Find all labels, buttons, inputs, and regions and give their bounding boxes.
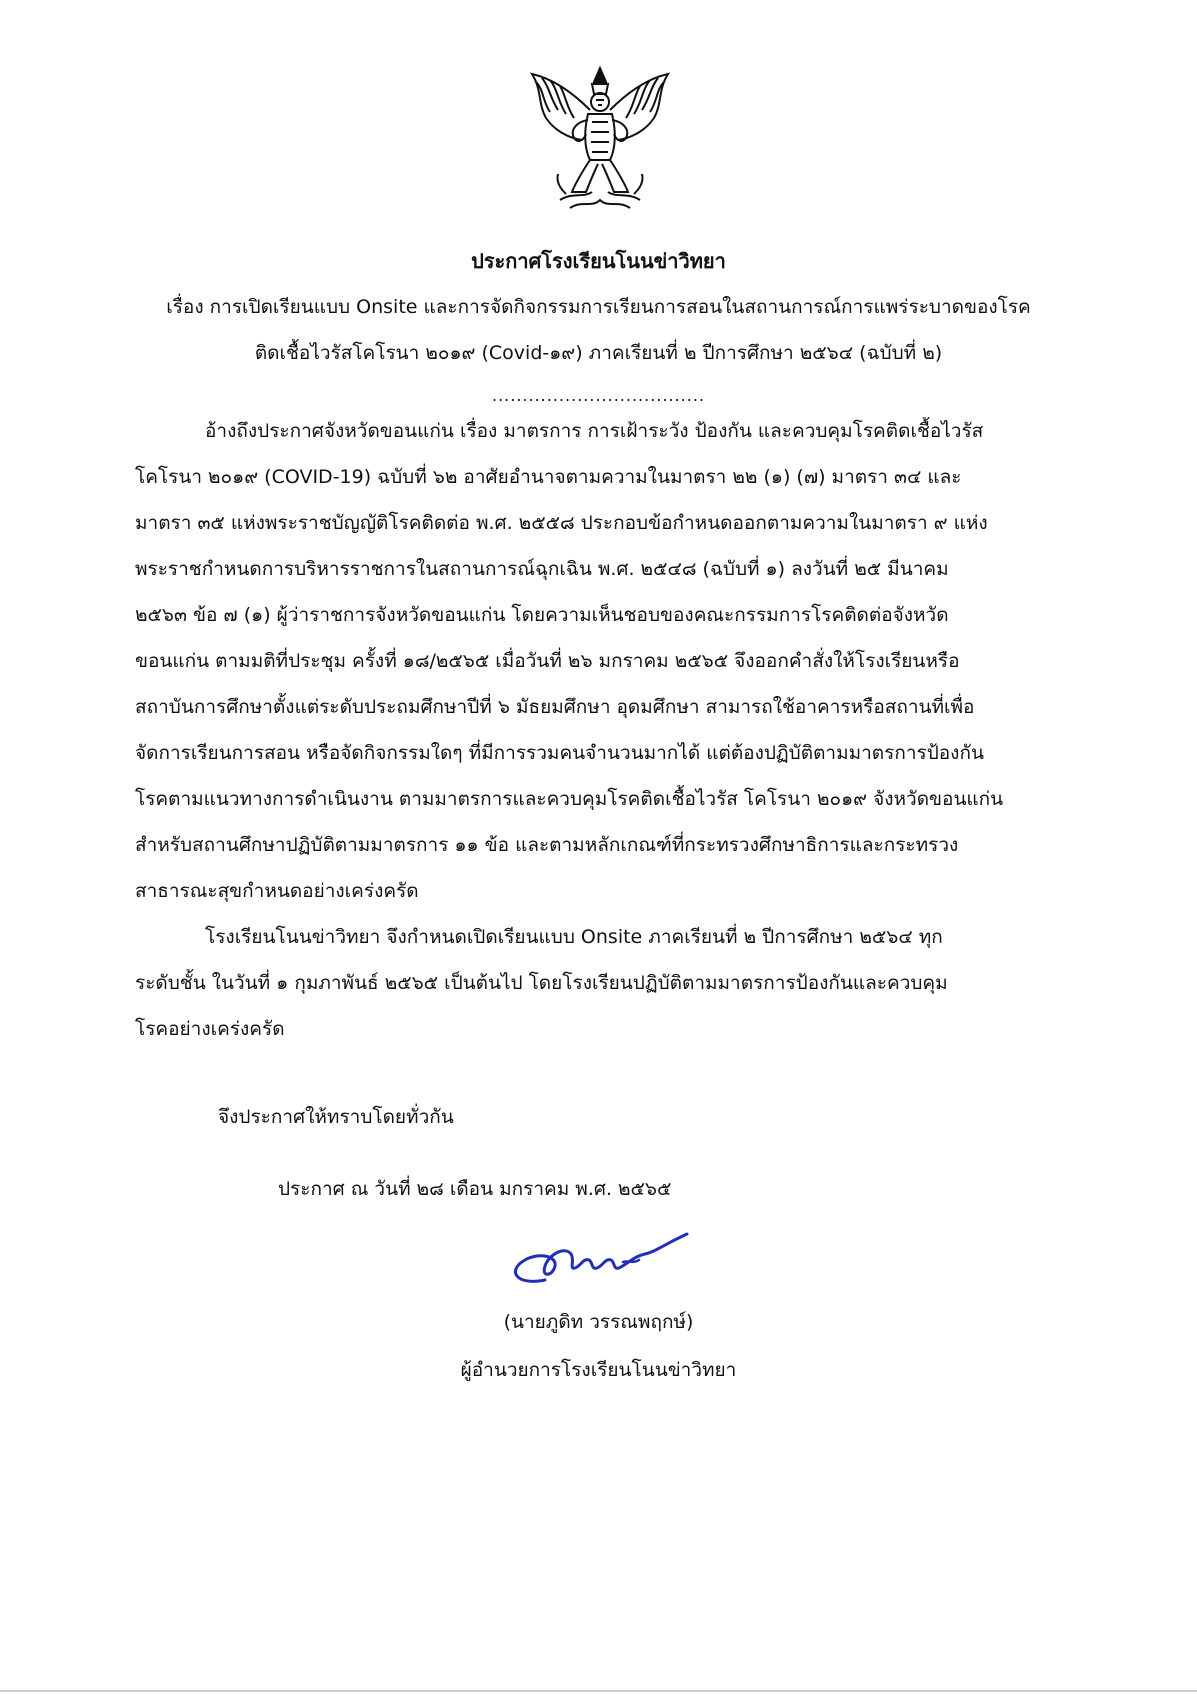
body-line: จัดการเรียนการสอน หรือจัดกิจกรรมใดๆ ที่มีการรวมคนจำนวนมากได้ แต่ต้องปฏิบัติตามมาตรการป้องกัน — [135, 742, 984, 764]
body-line: สถาบันการศึกษาตั้งแต่ระดับประถมศึกษาปีที่ ๖ มัธยมศึกษา อุดมศึกษา สามารถใช้อาคารหรือสถานที่เพื่อ — [135, 696, 975, 718]
body-line: ระดับชั้น ในวันที่ ๑ กุมภาพันธ์ ๒๕๖๕ เป็นต้นไป โดยโรงเรียนปฏิบัติตามมาตรการป้องกันและควบคุม — [135, 972, 948, 994]
body-line: สำหรับสถานศึกษาปฏิบัติตามมาตรการ ๑๑ ข้อ และตามหลักเกณฑ์ที่กระทรวงศึกษาธิการและกระทรวง — [135, 834, 959, 856]
handwritten-signature-icon — [505, 1220, 695, 1300]
body-line: โรคอย่างเคร่งครัด — [135, 1018, 285, 1040]
body-line: พระราชกำหนดการบริหารราชการในสถานการณ์ฉุกเฉิน พ.ศ. ๒๕๔๘ (ฉบับที่ ๑) ลงวันที่ ๒๕ มีนาคม — [135, 558, 949, 580]
body-line: สาธารณะสุขกำหนดอย่างเคร่งครัด — [135, 880, 419, 902]
closing-statement: จึงประกาศให้ทราบโดยทั่วกัน — [218, 1106, 454, 1128]
body-line: มาตรา ๓๕ แห่งพระราชบัญญัติโรคติดต่อ พ.ศ. ๒๕๕๘ ประกอบข้อกำหนดออกตามความในมาตรา ๙ แห่ง — [135, 512, 988, 534]
signer-title: ผู้อำนวยการโรงเรียนโนนข่าวิทยา — [460, 1359, 737, 1381]
document-title: ประกาศโรงเรียนโนนข่าวิทยา — [471, 249, 726, 273]
signer-name: (นายภูดิท วรรณพฤกษ์) — [503, 1311, 694, 1333]
subject-line-2: ติดเชื้อไวรัสโคโรนา ๒๐๑๙ (Covid-๑๙) ภาคเรียนที่ ๒ ปีการศึกษา ๒๕๖๔ (ฉบับที่ ๒) — [254, 342, 943, 364]
announcement-date: ประกาศ ณ วันที่ ๒๘ เดือน มกราคม พ.ศ. ๒๕๖๕ — [278, 1178, 672, 1200]
body-line: โคโรนา ๒๐๑๙ (COVID-19) ฉบับที่ ๖๒ อาศัยอำนาจตามความในมาตรา ๒๒ (๑) (๗) มาตรา ๓๔ และ — [135, 466, 962, 488]
body-line: ขอนแก่น ตามมติที่ประชุม ครั้งที่ ๑๘/๒๕๖๕ เมื่อวันที่ ๒๖ มกราคม ๒๕๖๕ จึงออกคำสั่งให้โรงเรียนหรือ — [135, 650, 960, 672]
page-bottom-divider — [0, 1690, 1197, 1692]
body-line: โรงเรียนโนนข่าวิทยา จึงกำหนดเปิดเรียนแบบ Onsite ภาคเรียนที่ ๒ ปีการศึกษา ๒๕๖๔ ทุก — [205, 926, 943, 948]
body-line: อ้างถึงประกาศจังหวัดขอนแก่น เรื่อง มาตรการ การเฝ้าระวัง ป้องกัน และควบคุมโรคติดเชื้อไวรัส — [205, 420, 984, 442]
body-line: ๒๕๖๓ ข้อ ๗ (๑) ผู้ว่าราชการจังหวัดขอนแก่น โดยความเห็นชอบของคณะกรรมการโรคติดต่อจังหวัด — [135, 604, 949, 626]
body-line: โรคตามแนวทางการดำเนินงาน ตามมาตรการและควบคุมโรคติดเชื้อไวรัส โคโรนา ๒๐๑๙ จังหวัดขอนแก่น — [135, 788, 1004, 810]
subject-line-1: เรื่อง การเปิดเรียนแบบ Onsite และการจัดกิจกรรมการเรียนการสอนในสถานการณ์การแพร่ระบาดของโรค — [166, 296, 1031, 318]
garuda-emblem-icon — [520, 60, 680, 220]
separator-dots: ................................... — [491, 386, 705, 405]
